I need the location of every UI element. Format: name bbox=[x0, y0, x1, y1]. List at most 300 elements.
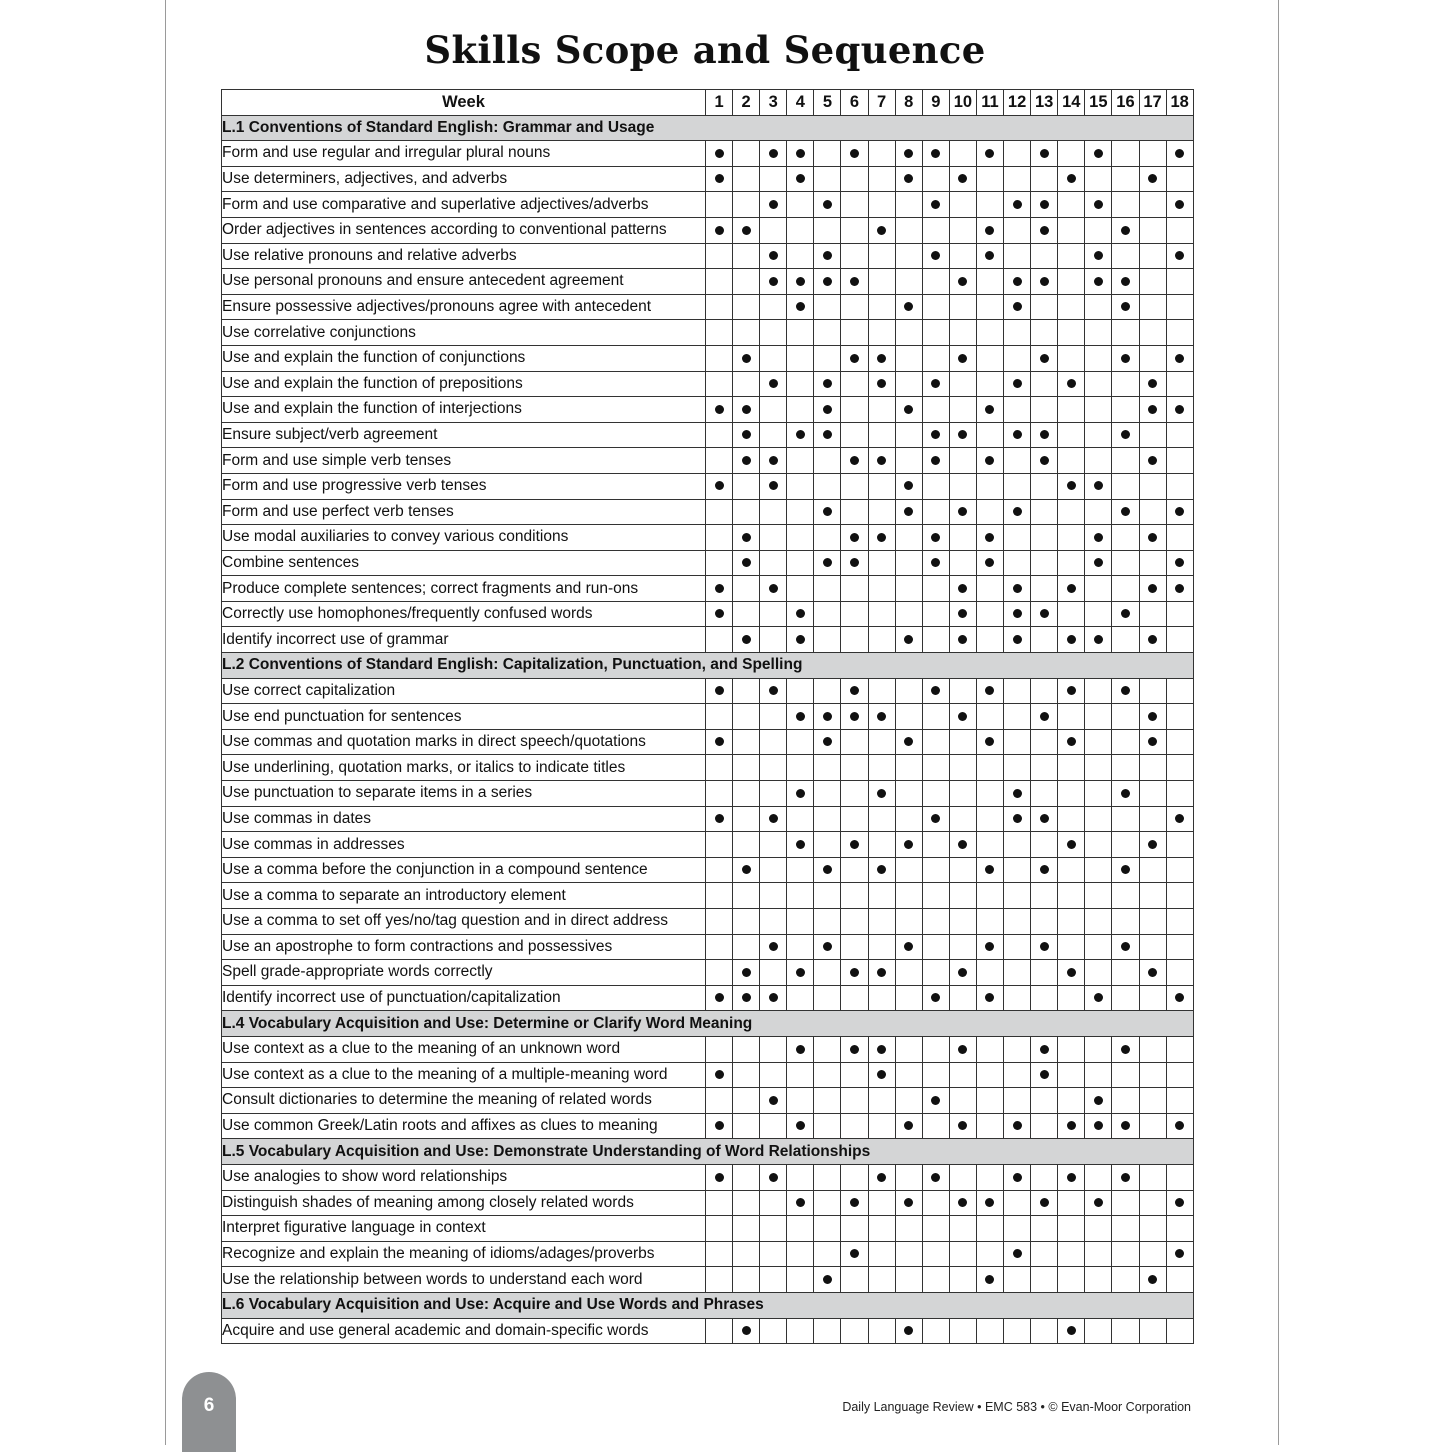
bullet-icon bbox=[823, 737, 832, 746]
week-cell bbox=[976, 857, 1003, 883]
week-cell bbox=[787, 627, 814, 653]
bullet-icon bbox=[985, 405, 994, 414]
table-row bbox=[222, 371, 1194, 397]
week-cell bbox=[1166, 1190, 1193, 1216]
week-cell bbox=[733, 1164, 760, 1190]
week-cell bbox=[787, 345, 814, 371]
week-cell bbox=[1112, 1062, 1139, 1088]
week-cell bbox=[841, 832, 868, 858]
week-cell bbox=[733, 1088, 760, 1114]
week-cell bbox=[760, 857, 787, 883]
week-cell bbox=[787, 806, 814, 832]
table-row bbox=[222, 985, 1194, 1011]
week-cell bbox=[1166, 422, 1193, 448]
week-cell bbox=[1085, 985, 1112, 1011]
table-row bbox=[222, 1241, 1194, 1267]
week-cell bbox=[949, 141, 976, 167]
week-cell bbox=[760, 704, 787, 730]
week-cell bbox=[895, 166, 922, 192]
week-cell bbox=[1031, 525, 1058, 551]
week-cell bbox=[949, 345, 976, 371]
bullet-icon bbox=[1013, 200, 1022, 209]
week-cell bbox=[733, 550, 760, 576]
week-cell bbox=[1058, 499, 1085, 525]
week-cell bbox=[733, 627, 760, 653]
bullet-icon bbox=[769, 584, 778, 593]
week-cell bbox=[733, 883, 760, 909]
bullet-icon bbox=[1067, 174, 1076, 183]
week-cell bbox=[760, 1036, 787, 1062]
week-cell bbox=[895, 550, 922, 576]
week-cell bbox=[949, 960, 976, 986]
week-cell bbox=[1139, 422, 1166, 448]
bullet-icon bbox=[769, 1096, 778, 1105]
week-cell bbox=[1031, 550, 1058, 576]
week-cell bbox=[841, 1088, 868, 1114]
week-cell bbox=[1139, 141, 1166, 167]
week-cell bbox=[814, 1241, 841, 1267]
week-cell bbox=[814, 166, 841, 192]
week-cell bbox=[733, 525, 760, 551]
week-cell bbox=[1085, 1113, 1112, 1139]
bullet-icon bbox=[769, 200, 778, 209]
bullet-icon bbox=[823, 405, 832, 414]
week-cell bbox=[1004, 960, 1031, 986]
week-number-header: 18 bbox=[1166, 90, 1193, 116]
week-cell bbox=[976, 1164, 1003, 1190]
week-cell bbox=[1139, 729, 1166, 755]
bullet-icon bbox=[1121, 865, 1130, 874]
week-cell bbox=[814, 857, 841, 883]
skill-label: Form and use progressive verb tenses bbox=[222, 473, 706, 499]
bullet-icon bbox=[796, 789, 805, 798]
bullet-icon bbox=[931, 1173, 940, 1182]
week-cell bbox=[1139, 217, 1166, 243]
bullet-icon bbox=[796, 174, 805, 183]
bullet-icon bbox=[877, 712, 886, 721]
table-row bbox=[222, 1113, 1194, 1139]
week-cell bbox=[922, 1088, 949, 1114]
week-cell bbox=[1166, 1062, 1193, 1088]
week-cell bbox=[733, 499, 760, 525]
week-cell bbox=[760, 217, 787, 243]
table-row bbox=[222, 294, 1194, 320]
week-cell bbox=[922, 1036, 949, 1062]
week-cell bbox=[841, 627, 868, 653]
week-cell bbox=[706, 294, 733, 320]
bullet-icon bbox=[1067, 968, 1076, 977]
week-cell bbox=[1004, 1241, 1031, 1267]
week-cell bbox=[841, 345, 868, 371]
week-cell bbox=[976, 1113, 1003, 1139]
week-cell bbox=[895, 909, 922, 935]
week-cell bbox=[976, 781, 1003, 807]
bullet-icon bbox=[1148, 968, 1157, 977]
week-cell bbox=[868, 1241, 895, 1267]
week-cell bbox=[733, 345, 760, 371]
week-cell bbox=[814, 909, 841, 935]
week-cell bbox=[760, 1113, 787, 1139]
week-cell bbox=[1058, 1241, 1085, 1267]
bullet-icon bbox=[877, 1045, 886, 1054]
bullet-icon bbox=[1175, 1198, 1184, 1207]
week-cell bbox=[787, 576, 814, 602]
week-cell bbox=[1112, 371, 1139, 397]
bullet-icon bbox=[823, 277, 832, 286]
bullet-icon bbox=[877, 354, 886, 363]
skill-label: Combine sentences bbox=[222, 550, 706, 576]
week-cell bbox=[814, 806, 841, 832]
week-cell bbox=[868, 294, 895, 320]
week-cell bbox=[760, 985, 787, 1011]
week-cell bbox=[814, 499, 841, 525]
week-cell bbox=[1139, 320, 1166, 346]
bullet-icon bbox=[931, 686, 940, 695]
table-row bbox=[222, 550, 1194, 576]
table-row bbox=[222, 1088, 1194, 1114]
table-row bbox=[222, 1164, 1194, 1190]
week-cell bbox=[760, 397, 787, 423]
week-cell bbox=[868, 704, 895, 730]
table-row bbox=[222, 960, 1194, 986]
week-cell bbox=[1031, 832, 1058, 858]
week-cell bbox=[1139, 1088, 1166, 1114]
week-cell bbox=[922, 832, 949, 858]
week-cell bbox=[1004, 678, 1031, 704]
bullet-icon bbox=[715, 609, 724, 618]
week-cell bbox=[922, 1318, 949, 1344]
skill-label: Use and explain the function of conjunctions bbox=[222, 345, 706, 371]
week-cell bbox=[706, 525, 733, 551]
table-row bbox=[222, 1318, 1194, 1344]
week-cell bbox=[976, 678, 1003, 704]
skill-label: Use relative pronouns and relative adverbs bbox=[222, 243, 706, 269]
bullet-icon bbox=[1067, 1121, 1076, 1130]
week-cell bbox=[841, 1241, 868, 1267]
bullet-icon bbox=[985, 993, 994, 1002]
week-cell bbox=[814, 1267, 841, 1293]
week-cell bbox=[1085, 909, 1112, 935]
week-cell bbox=[922, 345, 949, 371]
bullet-icon bbox=[1094, 251, 1103, 260]
week-cell bbox=[949, 550, 976, 576]
week-cell bbox=[706, 960, 733, 986]
week-cell bbox=[841, 192, 868, 218]
bullet-icon bbox=[823, 200, 832, 209]
bullet-icon bbox=[1040, 1045, 1049, 1054]
week-cell bbox=[706, 166, 733, 192]
week-cell bbox=[1166, 857, 1193, 883]
bullet-icon bbox=[931, 149, 940, 158]
week-number-header: 2 bbox=[733, 90, 760, 116]
skill-label: Recognize and explain the meaning of idioms/adages/proverbs bbox=[222, 1241, 706, 1267]
bullet-icon bbox=[850, 712, 859, 721]
week-cell bbox=[706, 729, 733, 755]
week-cell bbox=[1112, 499, 1139, 525]
week-cell bbox=[733, 269, 760, 295]
bullet-icon bbox=[850, 149, 859, 158]
week-cell bbox=[706, 192, 733, 218]
week-cell bbox=[949, 1164, 976, 1190]
week-cell bbox=[841, 1062, 868, 1088]
week-cell bbox=[1004, 166, 1031, 192]
week-cell bbox=[814, 832, 841, 858]
week-cell bbox=[922, 422, 949, 448]
bullet-icon bbox=[877, 865, 886, 874]
week-cell bbox=[1058, 627, 1085, 653]
section-header-row bbox=[222, 1139, 1194, 1165]
week-cell bbox=[1085, 1088, 1112, 1114]
skill-label: Consult dictionaries to determine the meaning of related words bbox=[222, 1088, 706, 1114]
week-cell bbox=[787, 883, 814, 909]
table-row bbox=[222, 243, 1194, 269]
week-cell bbox=[1139, 294, 1166, 320]
week-cell bbox=[841, 1216, 868, 1242]
week-cell bbox=[814, 422, 841, 448]
bullet-icon bbox=[1013, 1249, 1022, 1258]
week-cell bbox=[733, 1241, 760, 1267]
week-cell bbox=[895, 1267, 922, 1293]
bullet-icon bbox=[958, 840, 967, 849]
week-cell bbox=[787, 294, 814, 320]
week-cell bbox=[1004, 397, 1031, 423]
week-cell bbox=[895, 857, 922, 883]
week-number-header: 11 bbox=[976, 90, 1003, 116]
week-cell bbox=[1031, 1216, 1058, 1242]
week-cell bbox=[841, 550, 868, 576]
week-cell bbox=[1058, 1190, 1085, 1216]
week-cell bbox=[760, 601, 787, 627]
week-cell bbox=[949, 806, 976, 832]
week-cell bbox=[706, 934, 733, 960]
table-row bbox=[222, 1190, 1194, 1216]
week-cell bbox=[1085, 499, 1112, 525]
week-cell bbox=[1112, 960, 1139, 986]
table-row bbox=[222, 806, 1194, 832]
week-cell bbox=[868, 755, 895, 781]
week-cell bbox=[1004, 192, 1031, 218]
week-number-header: 17 bbox=[1139, 90, 1166, 116]
week-cell bbox=[868, 243, 895, 269]
bullet-icon bbox=[985, 226, 994, 235]
bullet-icon bbox=[1094, 1121, 1103, 1130]
week-cell bbox=[814, 397, 841, 423]
week-cell bbox=[949, 729, 976, 755]
week-cell bbox=[1058, 448, 1085, 474]
table-row bbox=[222, 320, 1194, 346]
bullet-icon bbox=[850, 968, 859, 977]
week-cell bbox=[814, 371, 841, 397]
week-cell bbox=[841, 243, 868, 269]
week-cell bbox=[787, 601, 814, 627]
week-cell bbox=[922, 806, 949, 832]
week-cell bbox=[895, 934, 922, 960]
week-cell bbox=[814, 525, 841, 551]
week-cell bbox=[976, 345, 1003, 371]
bullet-icon bbox=[1094, 149, 1103, 158]
week-cell bbox=[1058, 806, 1085, 832]
week-cell bbox=[733, 857, 760, 883]
week-cell bbox=[1004, 473, 1031, 499]
week-cell bbox=[922, 985, 949, 1011]
bullet-icon bbox=[715, 814, 724, 823]
bullet-icon bbox=[742, 865, 751, 874]
bullet-icon bbox=[1148, 737, 1157, 746]
week-cell bbox=[922, 217, 949, 243]
week-cell bbox=[976, 1062, 1003, 1088]
week-cell bbox=[1166, 141, 1193, 167]
week-cell bbox=[1112, 294, 1139, 320]
week-cell bbox=[976, 985, 1003, 1011]
week-cell bbox=[787, 550, 814, 576]
week-cell bbox=[814, 934, 841, 960]
bullet-icon bbox=[823, 865, 832, 874]
week-cell bbox=[1166, 550, 1193, 576]
skill-label: Use punctuation to separate items in a series bbox=[222, 781, 706, 807]
week-cell bbox=[1031, 678, 1058, 704]
week-cell bbox=[1004, 704, 1031, 730]
bullet-icon bbox=[1175, 354, 1184, 363]
week-cell bbox=[922, 499, 949, 525]
week-cell bbox=[733, 1318, 760, 1344]
bullet-icon bbox=[1148, 174, 1157, 183]
week-cell bbox=[1139, 243, 1166, 269]
bullet-icon bbox=[1040, 942, 1049, 951]
week-cell bbox=[1085, 1216, 1112, 1242]
week-cell bbox=[1031, 985, 1058, 1011]
week-cell bbox=[1004, 320, 1031, 346]
week-cell bbox=[841, 499, 868, 525]
week-cell bbox=[1004, 525, 1031, 551]
week-cell bbox=[787, 371, 814, 397]
bullet-icon bbox=[1121, 507, 1130, 516]
week-cell bbox=[706, 857, 733, 883]
week-cell bbox=[1166, 960, 1193, 986]
skill-label: Use personal pronouns and ensure antecedent agreement bbox=[222, 269, 706, 295]
week-cell bbox=[868, 525, 895, 551]
week-cell bbox=[841, 269, 868, 295]
bullet-icon bbox=[823, 251, 832, 260]
table-row bbox=[222, 601, 1194, 627]
week-cell bbox=[733, 781, 760, 807]
week-cell bbox=[1031, 141, 1058, 167]
week-cell bbox=[1031, 320, 1058, 346]
bullet-icon bbox=[1040, 149, 1049, 158]
bullet-icon bbox=[958, 430, 967, 439]
week-cell bbox=[949, 320, 976, 346]
week-cell bbox=[868, 397, 895, 423]
table-row bbox=[222, 166, 1194, 192]
week-cell bbox=[733, 1062, 760, 1088]
bullet-icon bbox=[931, 1096, 940, 1105]
week-cell bbox=[706, 1190, 733, 1216]
bullet-icon bbox=[742, 430, 751, 439]
week-cell bbox=[922, 627, 949, 653]
bullet-icon bbox=[1040, 456, 1049, 465]
bullet-icon bbox=[796, 1198, 805, 1207]
week-cell bbox=[760, 960, 787, 986]
week-cell bbox=[976, 448, 1003, 474]
week-cell bbox=[895, 1062, 922, 1088]
week-cell bbox=[868, 883, 895, 909]
week-cell bbox=[841, 883, 868, 909]
week-cell bbox=[1112, 781, 1139, 807]
bullet-icon bbox=[1013, 584, 1022, 593]
footer-credit: Daily Language Review • EMC 583 • © Evan-Moor Corporation bbox=[842, 1400, 1191, 1414]
week-cell bbox=[787, 832, 814, 858]
bullet-icon bbox=[1013, 635, 1022, 644]
week-cell bbox=[1004, 1267, 1031, 1293]
bullet-icon bbox=[1040, 609, 1049, 618]
week-cell bbox=[1139, 909, 1166, 935]
table-row bbox=[222, 704, 1194, 730]
week-cell bbox=[922, 781, 949, 807]
week-cell bbox=[1085, 755, 1112, 781]
week-cell bbox=[814, 1190, 841, 1216]
week-cell bbox=[922, 141, 949, 167]
week-cell bbox=[922, 320, 949, 346]
week-cell bbox=[1085, 934, 1112, 960]
bullet-icon bbox=[1013, 789, 1022, 798]
week-cell bbox=[1166, 192, 1193, 218]
bullet-icon bbox=[931, 430, 940, 439]
week-cell bbox=[1139, 192, 1166, 218]
week-cell bbox=[976, 550, 1003, 576]
bullet-icon bbox=[985, 558, 994, 567]
table-row bbox=[222, 397, 1194, 423]
bullet-icon bbox=[769, 379, 778, 388]
week-cell bbox=[841, 1190, 868, 1216]
week-cell bbox=[1085, 832, 1112, 858]
week-cell bbox=[1139, 166, 1166, 192]
week-cell bbox=[706, 217, 733, 243]
week-cell bbox=[706, 755, 733, 781]
week-cell bbox=[868, 832, 895, 858]
week-cell bbox=[1166, 397, 1193, 423]
week-cell bbox=[760, 883, 787, 909]
week-cell bbox=[895, 755, 922, 781]
week-cell bbox=[1058, 576, 1085, 602]
week-cell bbox=[733, 192, 760, 218]
skill-label: Use and explain the function of prepositions bbox=[222, 371, 706, 397]
week-cell bbox=[1085, 1241, 1112, 1267]
bullet-icon bbox=[904, 1198, 913, 1207]
bullet-icon bbox=[904, 1326, 913, 1335]
bullet-icon bbox=[985, 1275, 994, 1284]
week-cell bbox=[706, 1062, 733, 1088]
week-cell bbox=[949, 857, 976, 883]
bullet-icon bbox=[958, 968, 967, 977]
week-cell bbox=[895, 806, 922, 832]
week-cell bbox=[1031, 755, 1058, 781]
week-cell bbox=[1031, 294, 1058, 320]
week-cell bbox=[949, 1062, 976, 1088]
week-cell bbox=[1085, 192, 1112, 218]
week-cell bbox=[1112, 397, 1139, 423]
bullet-icon bbox=[769, 686, 778, 695]
bullet-icon bbox=[1175, 584, 1184, 593]
week-cell bbox=[1139, 960, 1166, 986]
bullet-icon bbox=[1121, 430, 1130, 439]
week-cell bbox=[922, 934, 949, 960]
week-cell bbox=[760, 294, 787, 320]
week-cell bbox=[976, 755, 1003, 781]
bullet-icon bbox=[904, 942, 913, 951]
table-row bbox=[222, 627, 1194, 653]
week-cell bbox=[868, 448, 895, 474]
week-cell bbox=[1058, 345, 1085, 371]
week-number-header: 13 bbox=[1031, 90, 1058, 116]
